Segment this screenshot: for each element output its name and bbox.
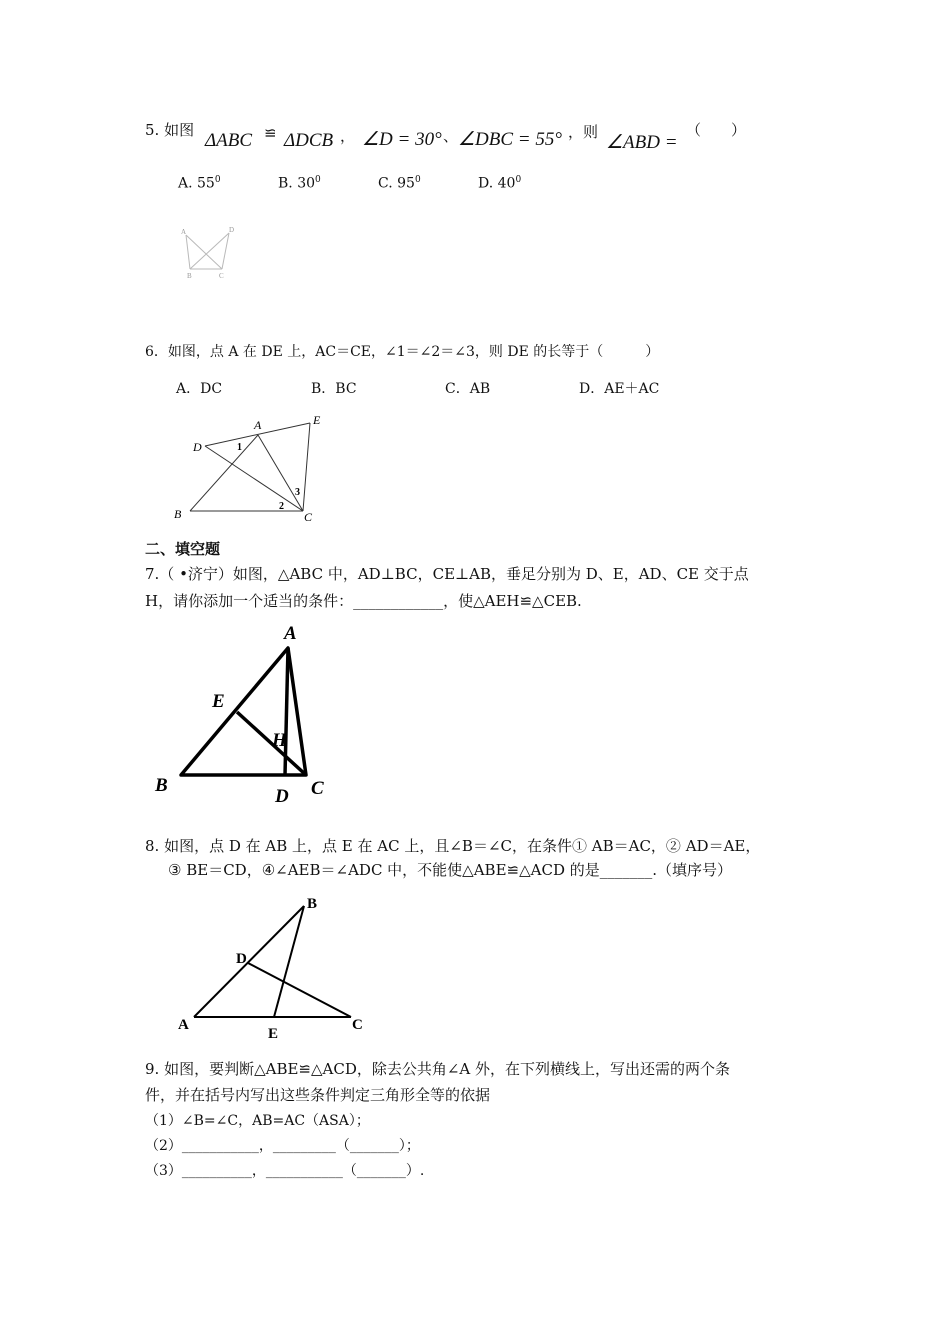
q8-label-a: A xyxy=(178,1017,189,1033)
q6-label-c: C xyxy=(304,510,313,524)
q5-math-angle-d: ∠D = 30° xyxy=(362,129,442,150)
q8-line2: ③ BE＝CD，④∠AEB＝∠ADC 中，不能使△ABE≌△ACD 的是_______.（填序号） xyxy=(168,861,733,879)
q8-label-e: E xyxy=(268,1026,279,1038)
q9-item-3[interactable]: （3）__________，___________（_______）. xyxy=(145,1163,425,1179)
q7-line2: H，请你添加一个适当的条件：____________，使△AEH≌△CEB. xyxy=(145,592,582,610)
q5-label-d: D xyxy=(229,226,235,234)
q7-blank[interactable]: ____________ xyxy=(353,592,444,610)
q6-option-d: D．AE＋AC xyxy=(579,381,660,397)
q9-item-1: （1）∠B=∠C，AB=AC（ASA）； xyxy=(145,1113,370,1129)
q9-item-2[interactable]: （2）___________，_________（_______）； xyxy=(145,1138,420,1154)
q5-label-b: B xyxy=(187,272,192,280)
q7-label-a: A xyxy=(284,623,297,644)
q5-math-angle-dbc: ∠DBC = 55° xyxy=(458,129,562,150)
q5-answer-paren: （ ） xyxy=(686,121,747,139)
q6-label-b: B xyxy=(174,507,182,521)
q5-math-abc: ΔABC xyxy=(205,130,253,151)
q6-question: 6．如图，点 A 在 DE 上，AC＝CE，∠1＝∠2＝∠3，则 DE 的长等于（ ） xyxy=(145,344,660,360)
q5-question xyxy=(145,120,194,140)
q5-figure xyxy=(176,222,246,284)
q6-option-b: B．BC xyxy=(311,381,357,397)
q5-sep2: 、 xyxy=(443,127,459,145)
q7-label-e: E xyxy=(212,691,225,712)
q6-figure xyxy=(170,408,350,528)
q6-label-d: D xyxy=(193,440,202,454)
q5-math-dcb: ΔDCB xyxy=(284,130,334,151)
q5-math-angle-abd: ∠ABD = xyxy=(606,132,678,153)
q6-label-e: E xyxy=(313,413,321,427)
q5-label-a: A xyxy=(181,228,187,236)
q7-label-c: C xyxy=(311,778,324,799)
q5-number: 5. xyxy=(145,121,160,139)
section-heading: 二、填空题 xyxy=(145,540,221,558)
q5-sep3: ，则 xyxy=(568,123,599,141)
q5-option-c: C. $95^0$ xyxy=(378,175,421,192)
q8-label-d: D xyxy=(236,951,247,967)
q6-option-a: A．DC xyxy=(176,381,223,397)
q5-sep1: ， xyxy=(340,127,356,145)
q8-figure xyxy=(172,888,372,1038)
q8-line1: 8. 如图，点 D 在 AB 上，点 E 在 AC 上，且∠B＝∠C，在条件① AB＝AC，② AD＝AE， xyxy=(145,837,761,855)
q6-angle-3: 3 xyxy=(295,487,300,498)
q6-angle-2: 2 xyxy=(279,501,284,512)
q5-congruent: ≌ xyxy=(264,124,277,142)
q6-angle-1: 1 xyxy=(237,442,242,453)
q8-label-b: B xyxy=(307,896,318,912)
q7-line1: 7.（ •济宁）如图，△ABC 中，AD⊥BC，CE⊥AB，垂足分别为 D、E，AD、CE 交于点 xyxy=(145,565,749,583)
q7-label-d: D xyxy=(275,786,289,807)
q5-option-d: D. $40^0$ xyxy=(478,175,522,192)
q7-label-h: H xyxy=(272,730,287,751)
q5-option-a: A. $55^0$ xyxy=(178,175,221,192)
q7-label-b: B xyxy=(155,775,168,796)
q5-lead: 如图 xyxy=(164,121,195,139)
q9-line1: 9. 如图，要判断△ABE≌△ACD，除去公共角∠A 外，在下列横线上，写出还需的两个条 xyxy=(145,1060,731,1078)
q9-line2: 件，并在括号内写出这些条件判定三角形全等的依据 xyxy=(145,1086,491,1104)
q5-option-b: B. $30^0$ xyxy=(278,175,321,192)
q5-label-c: C xyxy=(219,272,224,280)
q8-label-c: C xyxy=(352,1017,363,1033)
q7-figure xyxy=(148,620,348,810)
q6-label-a: A xyxy=(254,418,262,432)
q6-option-c: C．AB xyxy=(445,381,491,397)
